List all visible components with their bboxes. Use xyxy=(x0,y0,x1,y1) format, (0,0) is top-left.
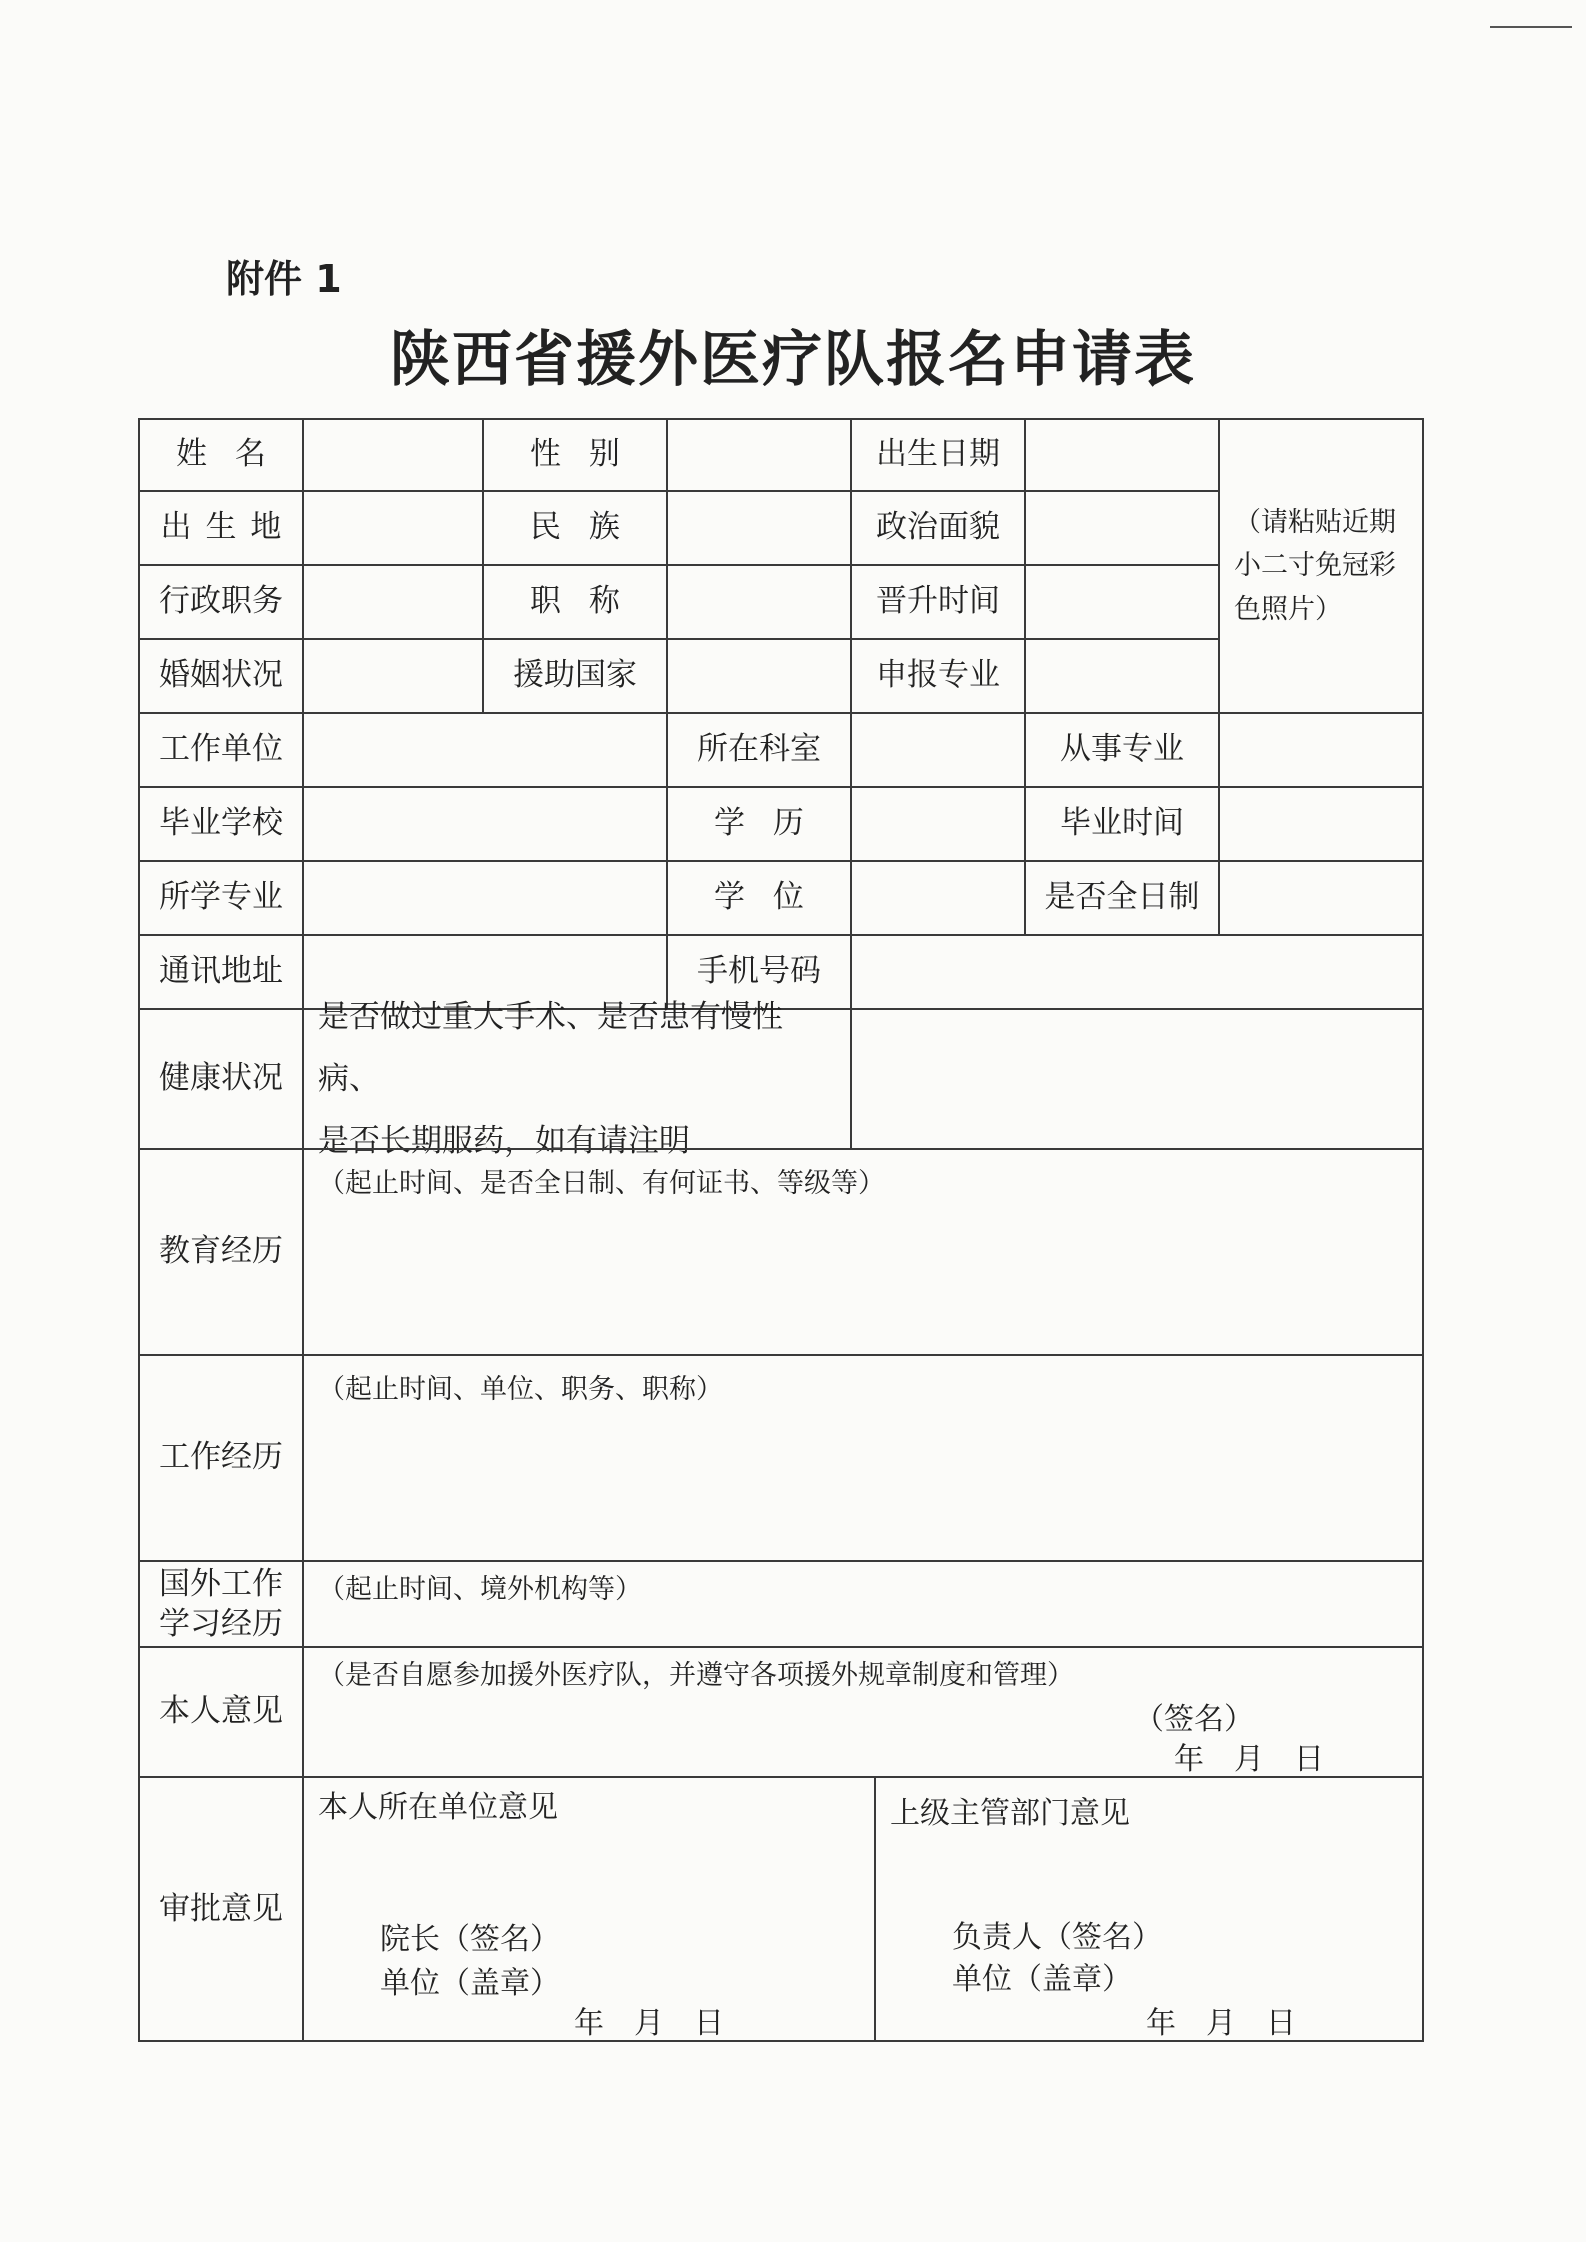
health-line-2: 是否长期服药，如有请注明 xyxy=(318,1123,690,1159)
unit-seal: 单位（盖章） xyxy=(380,1966,560,2001)
label-full-time: 是否全日制 xyxy=(1024,860,1218,934)
name-field[interactable] xyxy=(302,418,482,490)
education-history-field[interactable] xyxy=(302,1148,1424,1354)
label-birthplace: 出生地 xyxy=(138,490,302,564)
label-work-unit: 工作单位 xyxy=(138,712,302,786)
corner-mark xyxy=(1490,26,1572,28)
personal-opinion-hint: （是否自愿参加援外医疗队，并遵守各项援外规章制度和管理） xyxy=(318,1660,1074,1691)
superior-seal: 单位（盖章） xyxy=(952,1962,1132,1997)
superior-date: 年 月 日 xyxy=(1146,2006,1296,2041)
label-overseas: 国外工作 学习经历 xyxy=(138,1560,302,1646)
form-title: 陕西省援外医疗队报名申请表 xyxy=(390,325,1196,395)
promotion-time-field[interactable] xyxy=(1024,564,1218,638)
title-rank-field[interactable] xyxy=(666,564,850,638)
aid-country-field[interactable] xyxy=(666,638,850,712)
label-health: 健康状况 xyxy=(138,1008,302,1148)
head-sign: 负责人（签名） xyxy=(952,1920,1162,1955)
label-education-history: 教育经历 xyxy=(138,1148,302,1354)
unit-opinion-title: 本人所在单位意见 xyxy=(318,1790,558,1825)
label-graduate-school: 毕业学校 xyxy=(138,786,302,860)
application-form-table xyxy=(138,418,1424,2042)
graduate-school-field[interactable] xyxy=(302,786,666,860)
education-field[interactable] xyxy=(850,786,1024,860)
attachment-label: 附件 1 xyxy=(226,257,342,301)
personal-opinion-field[interactable] xyxy=(302,1646,1424,1776)
practice-specialty-field[interactable] xyxy=(1218,712,1424,786)
overseas-hint: （起止时间、境外机构等） xyxy=(318,1574,642,1605)
superior-opinion-title: 上级主管部门意见 xyxy=(890,1796,1130,1831)
label-title-rank: 职称 xyxy=(482,564,666,638)
major-field[interactable] xyxy=(302,860,666,934)
work-history-hint: （起止时间、单位、职务、职称） xyxy=(318,1374,723,1405)
label-practice-specialty: 从事专业 xyxy=(1024,712,1218,786)
photo-area[interactable]: （请粘贴近期小二寸免冠彩色照片） xyxy=(1218,418,1424,712)
education-history-hint: （起止时间、是否全日制、有何证书、等级等） xyxy=(318,1168,885,1199)
label-degree: 学位 xyxy=(666,860,850,934)
label-marital-status: 婚姻状况 xyxy=(138,638,302,712)
label-approval: 审批意见 xyxy=(138,1776,302,2042)
label-aid-country: 援助国家 xyxy=(482,638,666,712)
birth-date-field[interactable] xyxy=(1024,418,1218,490)
label-gender: 性别 xyxy=(482,418,666,490)
personal-sign: （签名） xyxy=(1134,1702,1254,1737)
declared-specialty-field[interactable] xyxy=(1024,638,1218,712)
political-status-field[interactable] xyxy=(1024,490,1218,564)
full-time-field[interactable] xyxy=(1218,860,1424,934)
ethnicity-field[interactable] xyxy=(666,490,850,564)
label-admin-position: 行政职务 xyxy=(138,564,302,638)
health-instructions xyxy=(302,999,850,1159)
label-ethnicity: 民族 xyxy=(482,490,666,564)
label-education: 学历 xyxy=(666,786,850,860)
label-political-status: 政治面貌 xyxy=(850,490,1024,564)
graduation-time-field[interactable] xyxy=(1218,786,1424,860)
label-address: 通讯地址 xyxy=(138,934,302,1008)
unit-date: 年 月 日 xyxy=(574,2006,724,2041)
unit-opinion-field[interactable] xyxy=(302,1776,874,2042)
work-history-field[interactable] xyxy=(302,1354,1424,1560)
gender-field[interactable] xyxy=(666,418,850,490)
label-graduation-time: 毕业时间 xyxy=(1024,786,1218,860)
dean-sign: 院长（签名） xyxy=(380,1922,560,1957)
superior-opinion-field[interactable] xyxy=(874,1776,1424,2042)
label-major: 所学专业 xyxy=(138,860,302,934)
overseas-field[interactable] xyxy=(302,1560,1424,1646)
admin-position-field[interactable] xyxy=(302,564,482,638)
work-unit-field[interactable] xyxy=(302,712,666,786)
degree-field[interactable] xyxy=(850,860,1024,934)
birthplace-field[interactable] xyxy=(302,490,482,564)
label-mobile: 手机号码 xyxy=(666,934,850,1008)
label-department: 所在科室 xyxy=(666,712,850,786)
health-line-1: 是否做过重大手术、是否患有慢性病、 xyxy=(318,999,783,1097)
label-name: 姓名 xyxy=(138,418,302,490)
health-field[interactable] xyxy=(850,1008,1424,1148)
label-promotion-time: 晋升时间 xyxy=(850,564,1024,638)
marital-status-field[interactable] xyxy=(302,638,482,712)
label-declared-specialty: 申报专业 xyxy=(850,638,1024,712)
label-work-history: 工作经历 xyxy=(138,1354,302,1560)
personal-date: 年 月 日 xyxy=(1174,1742,1324,1777)
label-personal-opinion: 本人意见 xyxy=(138,1646,302,1776)
mobile-field[interactable] xyxy=(850,934,1424,1008)
department-field[interactable] xyxy=(850,712,1024,786)
label-birth-date: 出生日期 xyxy=(850,418,1024,490)
